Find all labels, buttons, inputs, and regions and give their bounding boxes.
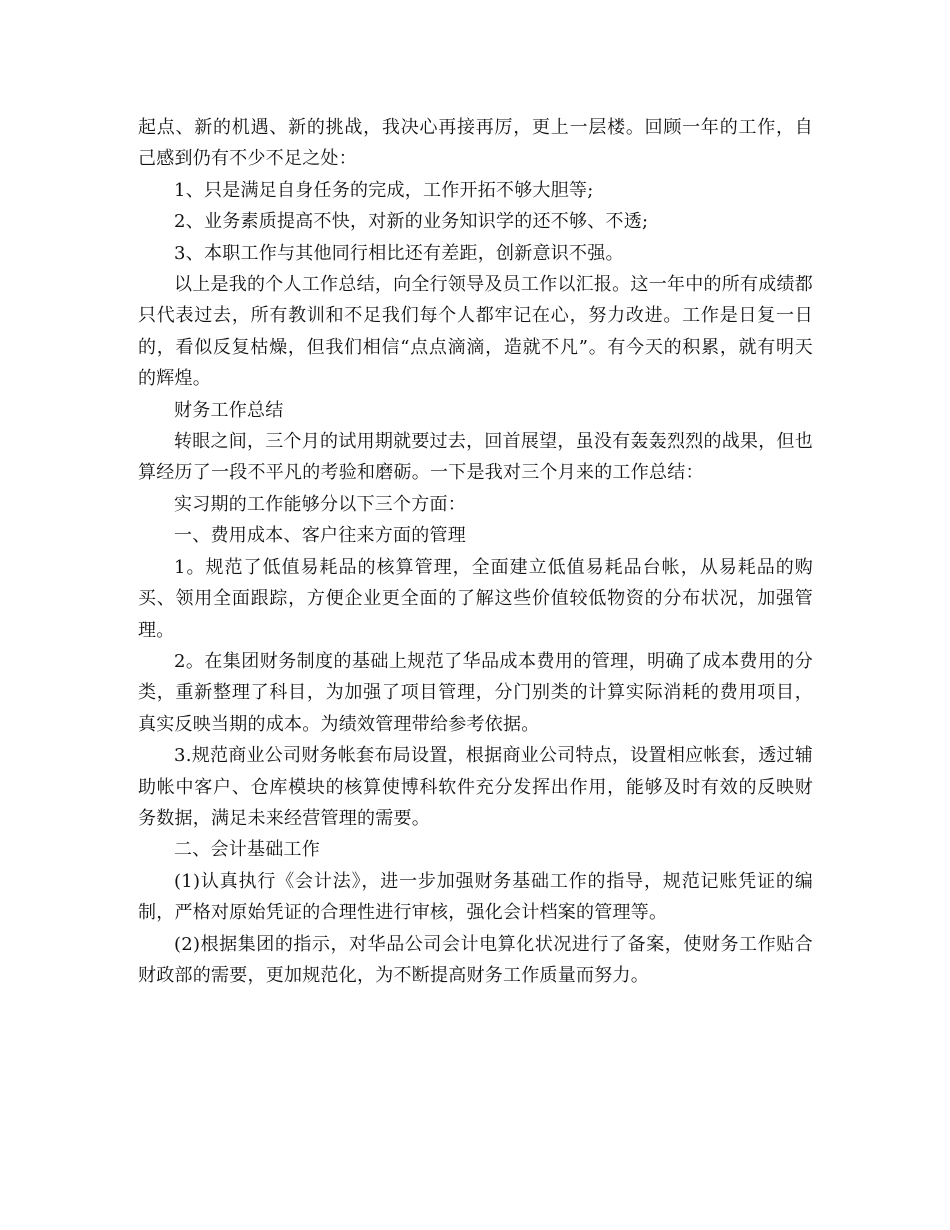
accounting-item-2: (2)根据集团的指示，对华品公司会计电算化状况进行了备案，使财务工作贴合财政部的需要，更加规范化，为不断提高财务工作质量而努力。 <box>138 933 813 986</box>
section-heading-finance-summary: 财务工作总结 <box>174 399 284 421</box>
cost-item-1: 1。规范了低值易耗品的核算管理，全面建立低值易耗品台帐，从易耗品的购买、领用全面跟踪，方便企业更全面的了解这些价值较低物资的分布状况，加强管理。 <box>138 556 813 641</box>
list-item-3: 3、本职工作与其他同行相比还有差距，创新意识不强。 <box>174 242 624 264</box>
summary-paragraph: 以上是我的个人工作总结，向全行领导及员工作以汇报。这一年中的所有成绩都只代表过去，所有教训和不足我们每个人都牢记在心，努力改进。工作是日复一日的，看似反复枯燥，但我们相信“点点滴滴，造就不凡”。有今天的积累，就有明天的辉煌。 <box>138 274 813 390</box>
aspects-intro: 实习期的工作能够分以下三个方面： <box>174 493 466 515</box>
section-heading-accounting-basics: 二、会计基础工作 <box>174 839 320 861</box>
intro-paragraph: 转眼之间，三个月的试用期就要过去，回首展望，虽没有轰轰烈烈的战果，但也算经历了一段不平凡的考验和磨砺。一下是我对三个月来的工作总结： <box>138 431 813 484</box>
accounting-item-1: (1)认真执行《会计法》，进一步加强财务基础工作的指导，规范记账凭证的编制，严格对原始凭证的合理性进行审核，强化会计档案的管理等。 <box>138 870 813 924</box>
list-item-2: 2、业务素质提高不快，对新的业务知识学的还不够、不透; <box>174 211 649 233</box>
list-item-1: 1、只是满足自身任务的完成，工作开拓不够大胆等; <box>174 179 594 201</box>
cost-item-3: 3.规范商业公司财务帐套布局设置，根据商业公司特点，设置相应帐套，透过辅助帐中客户、仓库模块的核算使博科软件充分发挥出作用，能够及时有效的反映财务数据，满足未来经营管理的需要。 <box>138 745 813 829</box>
cost-item-2: 2。在集团财务制度的基础上规范了华品成本费用的管理，明确了成本费用的分类，重新整理了科目，为加强了项目管理，分门别类的计算实际消耗的费用项目，真实反映当期的成本。为绩效管理带给参考依据。 <box>138 650 813 735</box>
document-body <box>138 112 813 991</box>
section-heading-cost-management: 一、费用成本、客户往来方面的管理 <box>174 525 466 547</box>
paragraph-continuation: 起点、新的机遇、新的挑战，我决心再接再厉，更上一层楼。回顾一年的工作，自己感到仍有不少不足之处： <box>138 117 813 170</box>
